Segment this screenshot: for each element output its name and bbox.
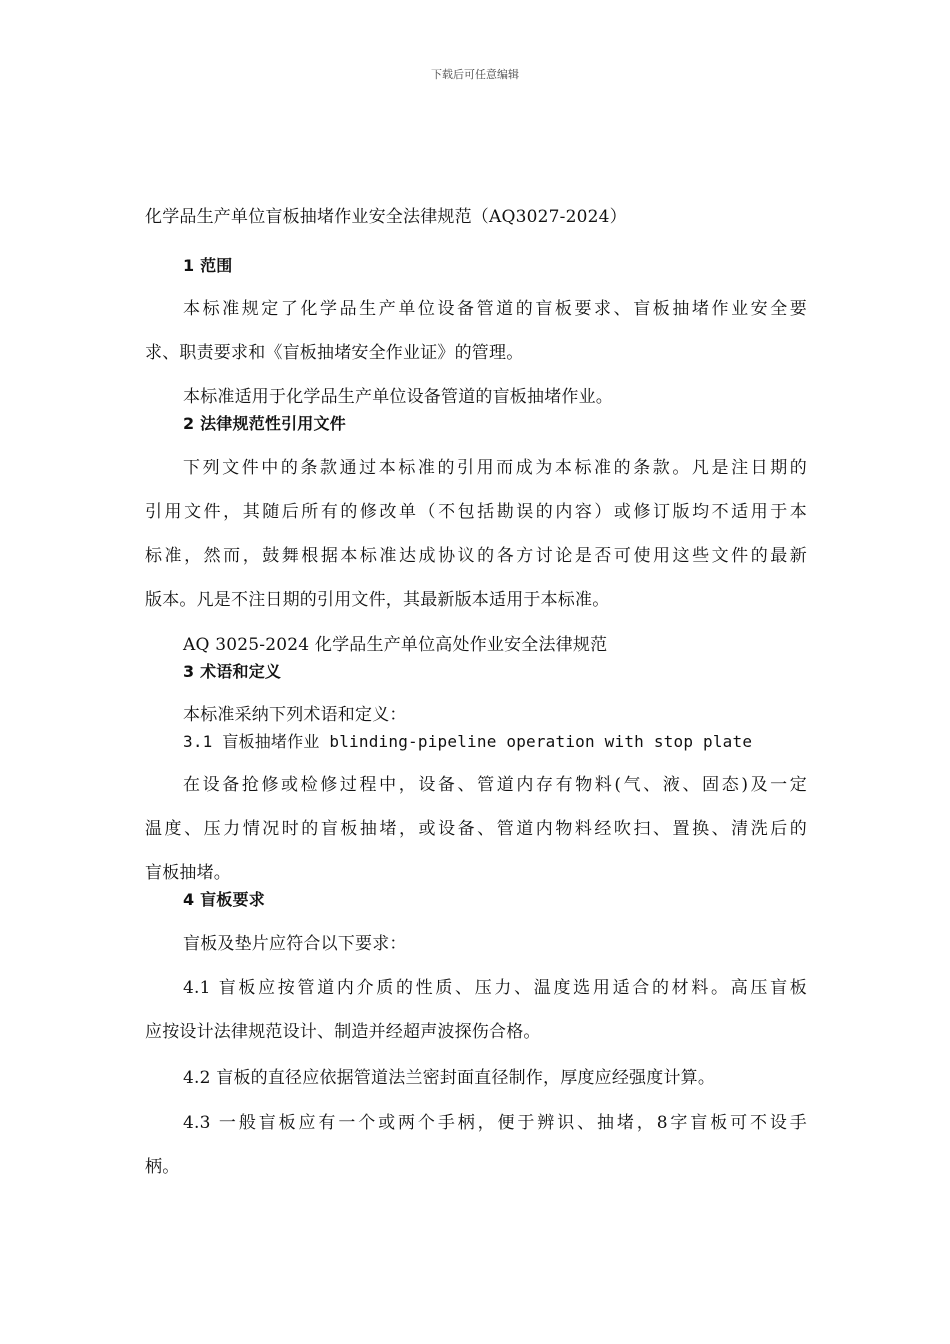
section-3-heading: 3 术语和定义 — [183, 662, 282, 681]
section-2-paragraph-line-4: 版本。凡是不注日期的引用文件，其最新版本适用于本标准。 — [145, 590, 610, 610]
term-definition-line-2: 温度、压力情况时的盲板抽堵，或设备、管道内物料经吹扫、置换、清洗后的 — [145, 819, 807, 839]
section-1-paragraph-1-line-1: 本标准规定了化学品生产单位设备管道的盲板要求、盲板抽堵作业安全要 — [183, 299, 807, 319]
term-definition-line-3: 盲板抽堵。 — [145, 863, 231, 883]
section-4-heading: 4 盲板要求 — [183, 890, 265, 909]
section-2-paragraph-line-1: 下列文件中的条款通过本标准的引用而成为本标准的条款。凡是注日期的 — [183, 458, 807, 478]
section-2-heading: 2 法律规范性引用文件 — [183, 414, 346, 433]
section-4-intro: 盲板及垫片应符合以下要求： — [183, 934, 407, 954]
document-title: 化学品生产单位盲板抽堵作业安全法律规范（AQ3027-2024） — [145, 207, 627, 227]
item-4-1-line-2: 应按设计法律规范设计、制造并经超声波探伤合格。 — [145, 1022, 541, 1042]
term-definition-line-1: 在设备抢修或检修过程中，设备、管道内存有物料(气、液、固态)及一定 — [183, 775, 807, 795]
section-2-paragraph-line-3: 标准，然而，鼓舞根据本标准达成协议的各方讨论是否可使用这些文件的最新 — [145, 546, 807, 566]
header-note: 下载后可任意编辑 — [431, 68, 519, 81]
item-4-1-line-1: 4.1 盲板应按管道内介质的性质、压力、温度选用适合的材料。高压盲板 — [183, 978, 807, 998]
item-4-3-line-1: 4.3 一般盲板应有一个或两个手柄，便于辨识、抽堵，8字盲板可不设手 — [183, 1113, 807, 1133]
section-3-intro: 本标准采纳下列术语和定义： — [183, 705, 407, 725]
section-1-paragraph-1-line-2: 求、职责要求和《盲板抽堵安全作业证》的管理。 — [145, 343, 524, 363]
normative-reference: AQ 3025-2024 化学品生产单位高处作业安全法律规范 — [183, 635, 608, 655]
item-4-2: 4.2 盲板的直径应依据管道法兰密封面直径制作，厚度应经强度计算。 — [183, 1068, 716, 1088]
section-1-heading: 1 范围 — [183, 256, 233, 275]
term-3-1: 3.1 盲板抽堵作业 blinding-pipeline operation with stop plate — [183, 732, 753, 751]
section-2-paragraph-line-2: 引用文件，其随后所有的修改单（不包括勘误的内容）或修订版均不适用于本 — [145, 502, 807, 522]
item-4-3-line-2: 柄。 — [145, 1157, 180, 1177]
section-1-paragraph-2: 本标准适用于化学品生产单位设备管道的盲板抽堵作业。 — [183, 387, 613, 407]
